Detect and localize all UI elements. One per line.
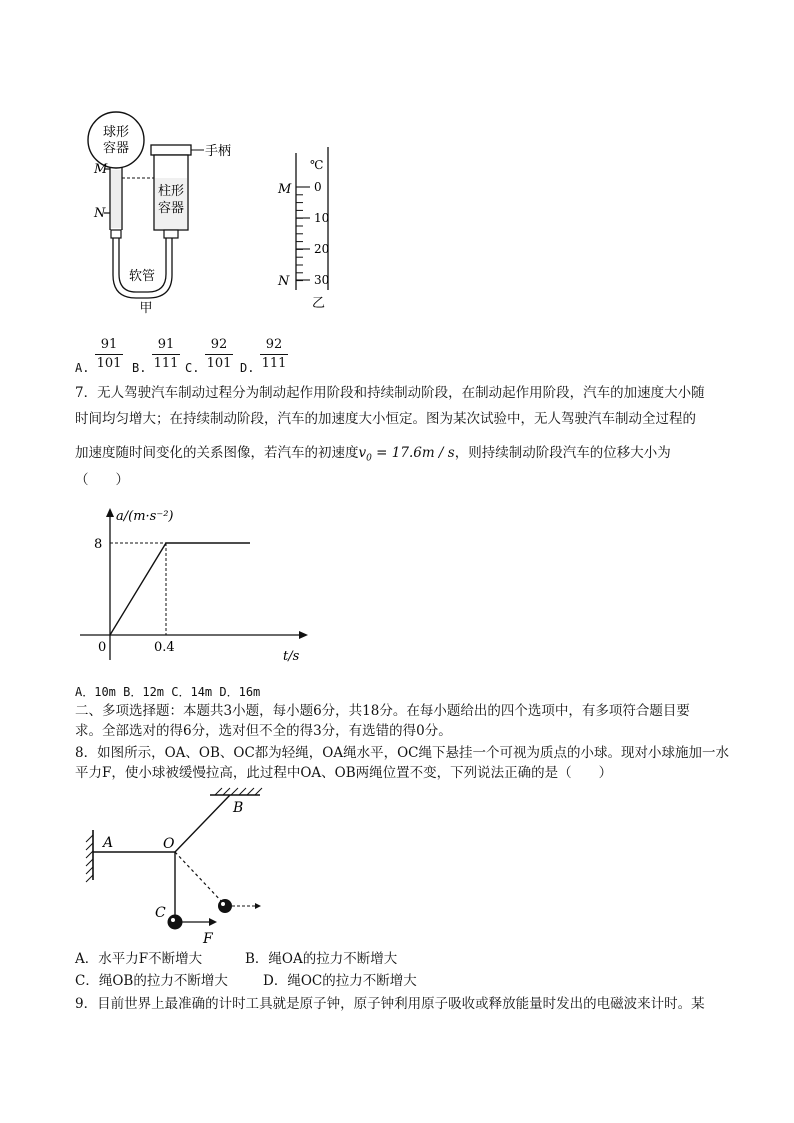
scale-tick-label: 20 (314, 242, 330, 256)
ball (168, 915, 183, 930)
q8-options-row-2 (75, 972, 417, 990)
fraction-denominator: 101 (206, 356, 232, 371)
q7-acceleration-chart (80, 500, 320, 670)
v0-formula (358, 445, 372, 464)
cylinder-handle (151, 145, 191, 155)
x-axis-arrow-icon (299, 631, 308, 639)
section2-line-1: 二、多项选择题：本题共3小题，每小题6分，共18分。在每小题给出的四个选项中，有多项符合题目要 (75, 703, 690, 719)
fraction-numerator: 91 (100, 337, 118, 352)
q8-line-1: 8．如图所示，OA、OB、OC都为轻绳，OA绳水平，OC绳下悬挂一个可视为质点的小球。现对小球施加一水 (75, 745, 730, 761)
q7-options: A．10m B．12m C．14m D．16m (75, 685, 261, 699)
bulb-label-1: 球形 (102, 125, 130, 140)
q9-line-1: 9．目前世界上最准确的计时工具就是原子钟，原子钟利用原子吸收或释放能量时发出的电磁波来计时。某 (75, 996, 705, 1012)
section2-line-2: 求。全部选对的得6分，选对但不全的得3分，有选错的得0分。 (75, 723, 452, 739)
q6-option-d-label: D. (240, 361, 255, 375)
label-f: F (203, 931, 213, 947)
rope-ob (175, 795, 230, 852)
caption-yi: 乙 (312, 296, 326, 311)
fraction-denominator: 111 (153, 356, 179, 371)
handle-label: 手柄 (205, 144, 232, 159)
q8-line-2: 平力F，使小球被缓慢拉高，此过程中OA、OB两绳位置不变，下列说法正确的是（ ） (75, 765, 613, 781)
spherical-container (88, 112, 144, 168)
v0-value: = 17.6m / s (371, 445, 455, 461)
mark-n-left: N (94, 206, 106, 221)
q8-option-a[interactable]: A．水平力F不断增大 (75, 951, 203, 967)
q7-line-3 (75, 444, 671, 468)
tube-label: 软管 (128, 269, 156, 284)
scale-tick-label: 30 (314, 273, 330, 287)
q7-line-2: 时间均匀增大；在持续制动阶段，汽车的加速度大小恒定。图为某次试验中，无人驾驶汽车制动全过程的 (75, 411, 696, 427)
label-c: C (155, 905, 166, 921)
fraction-denominator: 101 (96, 356, 122, 371)
scale-tick-label: 10 (314, 211, 330, 225)
figure-apparatus (80, 100, 250, 320)
q6-options (75, 337, 375, 373)
y-axis-arrow-icon (106, 508, 114, 517)
x-tick-label: 0.4 (154, 640, 175, 655)
q8-options-row-1 (75, 950, 398, 968)
figure-scale (270, 145, 350, 315)
q7-line-1: 7．无人驾驶汽车制动过程分为制动起作用阶段和持续制动阶段，在制动起作用阶段，汽车的加速度大小随 (75, 385, 705, 401)
origin-label: 0 (98, 640, 107, 655)
q6-option-a-label: A. (75, 361, 90, 375)
q6-option-c-label: C. (185, 361, 200, 375)
q6-option-c-fraction (205, 337, 233, 372)
v0-subscript: 0 (366, 453, 372, 464)
ball-displaced (218, 899, 232, 913)
q7-line-3-post: ，则持续制动阶段汽车的位移大小为 (454, 445, 671, 461)
q7-line-3-pre: 加速度随时间变化的关系图像，若汽车的初速度 (75, 445, 359, 461)
q6-option-b-label: B. (132, 361, 147, 375)
fraction-numerator: 92 (210, 337, 228, 352)
scale-mark-n: N (278, 274, 290, 289)
soft-tube (113, 238, 172, 298)
series-line (110, 543, 250, 635)
fraction-numerator: 91 (157, 337, 175, 352)
q8-option-c[interactable]: C．绳OB的拉力不断增大 (75, 973, 228, 989)
y-tick-label: 8 (94, 537, 103, 552)
bulb-label-2: 容器 (102, 141, 130, 156)
fraction-numerator: 92 (265, 337, 283, 352)
x-axis-label: t/s (283, 649, 300, 664)
label-b: B (233, 800, 244, 816)
caption-jia: 甲 (139, 301, 153, 316)
y-axis-label: a/(m·s⁻²) (116, 509, 174, 524)
arrow-icon (209, 918, 217, 926)
label-a: A (103, 835, 114, 851)
cyl-label-1: 柱形 (157, 184, 185, 199)
v0-symbol: v (358, 445, 367, 461)
q8-option-b[interactable]: B．绳OA的拉力不断增大 (245, 951, 398, 967)
cyl-label-2: 容器 (157, 201, 185, 216)
q6-option-d-fraction (260, 337, 288, 372)
q8-figure (85, 785, 285, 950)
q8-option-d[interactable]: D．绳OC的拉力不断增大 (263, 973, 417, 989)
mark-m-left: M (94, 162, 108, 177)
scale-unit: ℃ (310, 158, 324, 172)
scale-mark-m: M (278, 182, 292, 197)
scale-tick-label: 0 (314, 180, 322, 194)
q7-bracket: （ ） (75, 472, 129, 488)
q6-option-a-fraction (95, 337, 123, 372)
q6-option-b-fraction (152, 337, 180, 372)
label-o: O (163, 836, 175, 852)
fraction-denominator: 111 (261, 356, 287, 371)
